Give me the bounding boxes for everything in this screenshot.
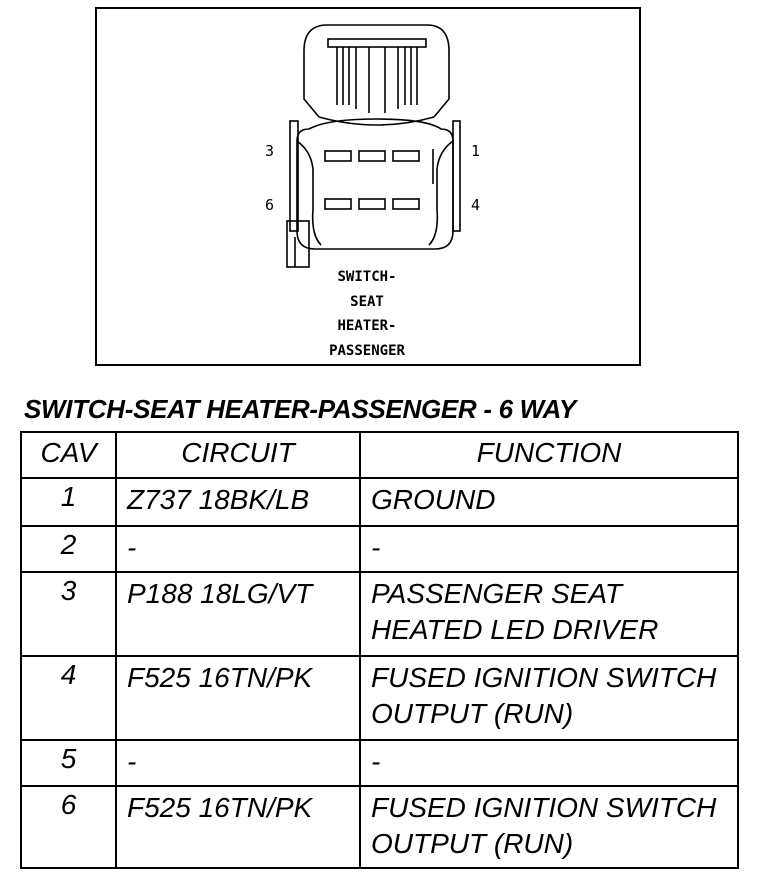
table-title: SWITCH-SEAT HEATER-PASSENGER - 6 WAY [24, 394, 577, 424]
pin-label-1: 1 [471, 142, 481, 160]
table-header-row [21, 432, 738, 478]
cell-function: - [360, 526, 738, 572]
pin-label-6: 6 [265, 196, 275, 214]
cell-circuit: Z737 18BK/LB [116, 478, 360, 526]
table-row [21, 478, 738, 526]
cell-function: - [360, 740, 738, 786]
cell-circuit: P188 18LG/VT [116, 572, 360, 656]
cell-circuit: F525 16TN/PK [116, 656, 360, 740]
cell-cav: 5 [21, 740, 116, 786]
header-circuit: CIRCUIT [116, 432, 360, 478]
cell-cav: 2 [21, 526, 116, 572]
cell-function: GROUND [360, 478, 738, 526]
pin-label-4: 4 [471, 196, 481, 214]
cell-function: PASSENGER SEAT HEATED LED DRIVER [360, 572, 738, 656]
cell-cav: 3 [21, 572, 116, 656]
connector-diagram [95, 7, 641, 366]
table-row [21, 786, 738, 868]
cell-function: FUSED IGNITION SWITCH OUTPUT (RUN) [360, 656, 738, 740]
cell-cav: 6 [21, 786, 116, 868]
cell-cav: 1 [21, 478, 116, 526]
connector-name-line: SEAT [350, 293, 384, 310]
cell-cav: 4 [21, 656, 116, 740]
pinout-table [20, 431, 739, 869]
table-row [21, 526, 738, 572]
cell-circuit: F525 16TN/PK [116, 786, 360, 868]
cell-circuit: - [116, 740, 360, 786]
connector-name [307, 265, 427, 363]
connector-name-line: SWITCH- [337, 269, 397, 285]
table-row [21, 740, 738, 786]
header-function: FUNCTION [360, 432, 738, 478]
table-row [21, 572, 738, 656]
connector-name-line: HEATER- [337, 318, 397, 334]
connector-name-line: PASSENGER [329, 342, 405, 359]
cell-function: FUSED IGNITION SWITCH OUTPUT (RUN) [360, 786, 738, 868]
cell-circuit: - [116, 526, 360, 572]
header-cav: CAV [21, 432, 116, 478]
pin-label-3: 3 [265, 142, 275, 160]
table-row [21, 656, 738, 740]
